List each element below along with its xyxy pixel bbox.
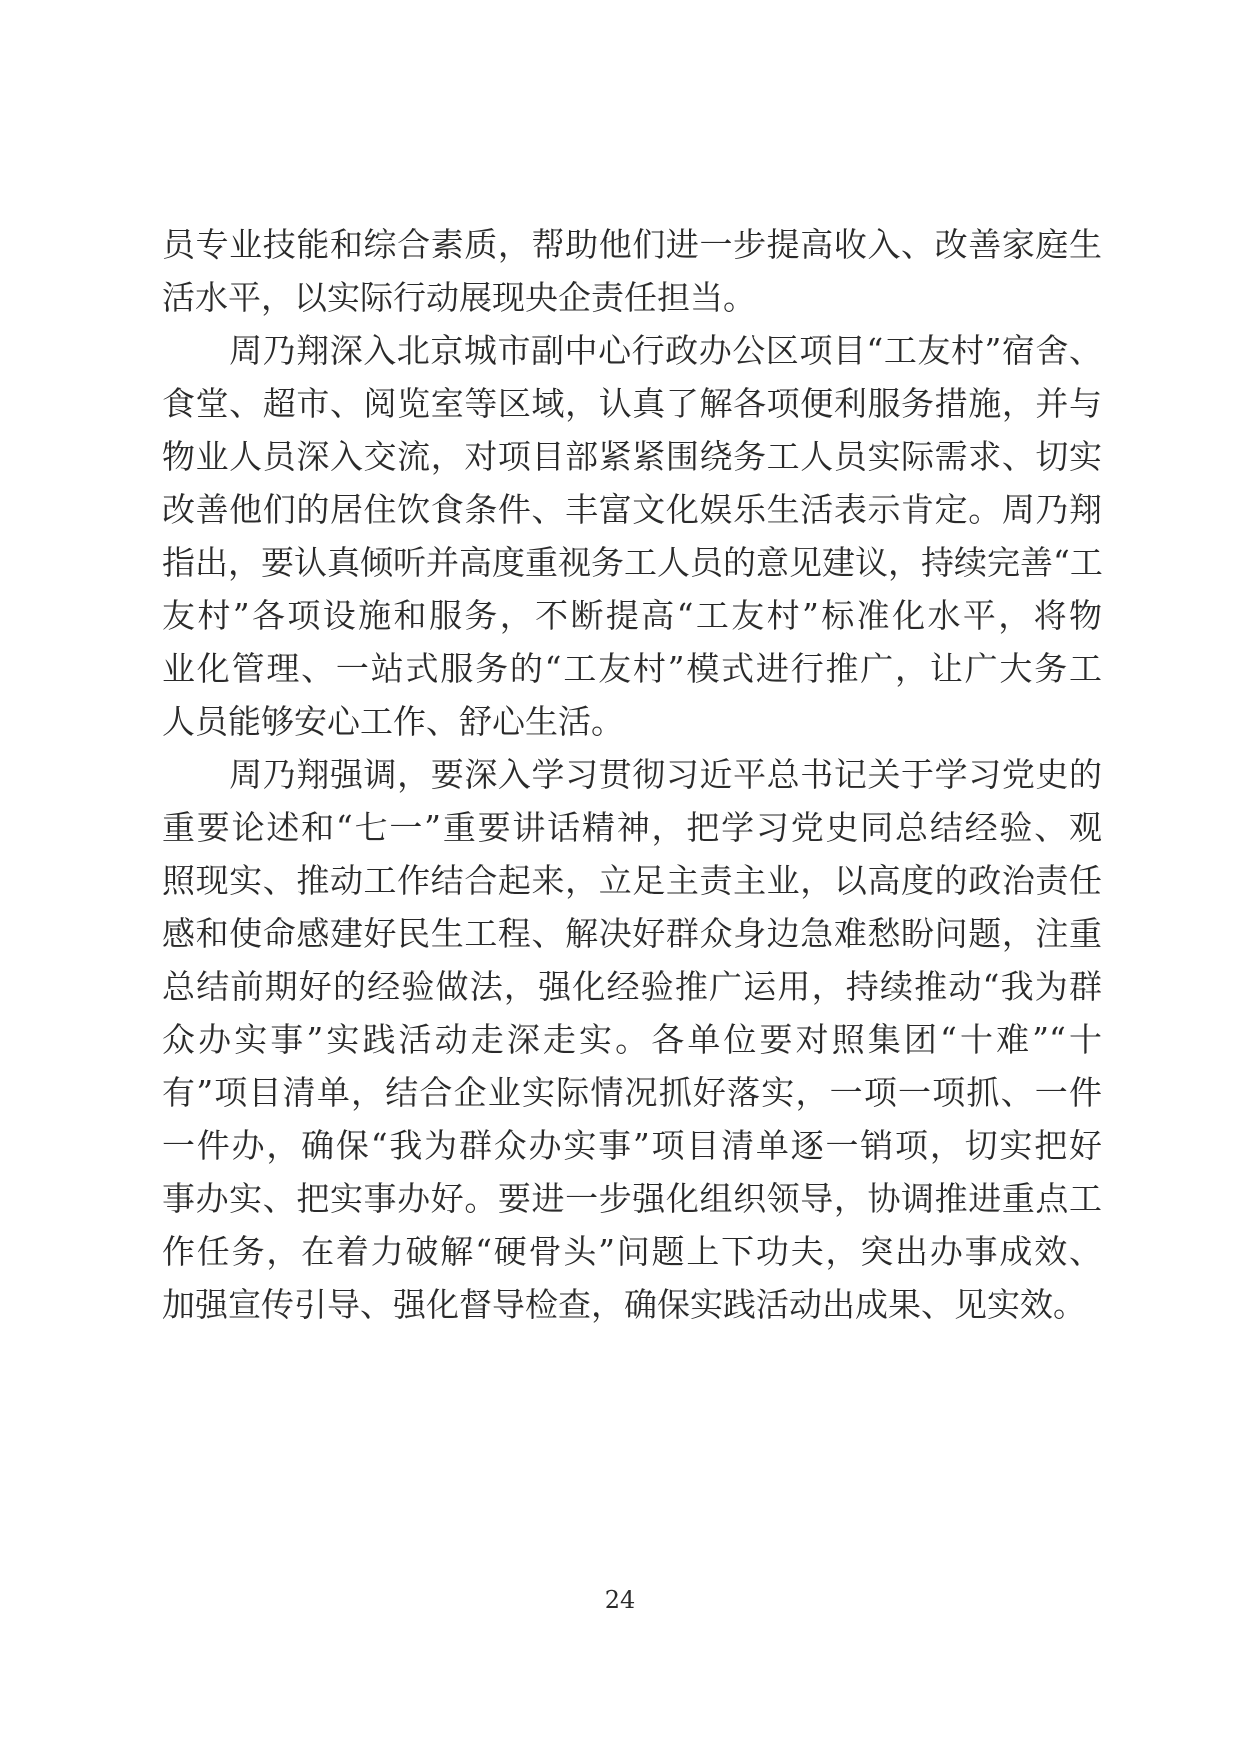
page-number: 24 [604,1586,636,1614]
text-line: 总结前期好的经验做法，强化经验推广运用，持续推动“我为群 [162,967,1102,1006]
text-line: 照现实、推动工作结合起来，立足主责主业，以高度的政治责任 [162,861,1102,900]
text-line: 感和使命感建好民生工程、解决好群众身边急难愁盼问题，注重 [162,914,1102,953]
text-line: 一件办，确保“我为群众办实事”项目清单逐一销项，切实把好 [162,1126,1102,1165]
text-line: 人员能够安心工作、舒心生活。 [162,702,624,741]
text-line: 员专业技能和综合素质，帮助他们进一步提高收入、改善家庭生 [162,225,1102,264]
text-line: 改善他们的居住饮食条件、丰富文化娱乐生活表示肯定。周乃翔 [162,490,1102,529]
text-line: 周乃翔深入北京城市副中心行政办公区项目“工友村”宿舍、 [162,331,1102,370]
text-line: 食堂、超市、阅览室等区域，认真了解各项便利服务措施，并与 [162,384,1102,423]
text-line: 指出，要认真倾听并高度重视务工人员的意见建议，持续完善“工 [162,543,1103,582]
text-line: 众办实事”实践活动走深走实。各单位要对照集团“十难”“十 [162,1020,1102,1059]
text-line: 重要论述和“七一”重要讲话精神，把学习党史同总结经验、观 [162,808,1102,847]
body-text [162,220,1102,1333]
text-line: 活水平，以实际行动展现央企责任担当。 [162,278,756,317]
text-line: 加强宣传引导、强化督导检查，确保实践活动出成果、见实效。 [162,1285,1086,1324]
text-line: 事办实、把实事办好。要进一步强化组织领导，协调推进重点工 [162,1179,1102,1218]
text-line: 有”项目清单，结合企业实际情况抓好落实，一项一项抓、一件 [162,1073,1102,1112]
text-line: 作任务，在着力破解“硬骨头”问题上下功夫，突出办事成效、 [162,1232,1102,1271]
text-line: 业化管理、一站式服务的“工友村”模式进行推广，让广大务工 [162,649,1102,688]
text-line: 物业人员深入交流，对项目部紧紧围绕务工人员实际需求、切实 [162,437,1102,476]
text-line: 周乃翔强调，要深入学习贯彻习近平总书记关于学习党史的 [162,755,1102,794]
text-line: 友村”各项设施和服务，不断提高“工友村”标准化水平，将物 [162,596,1102,635]
